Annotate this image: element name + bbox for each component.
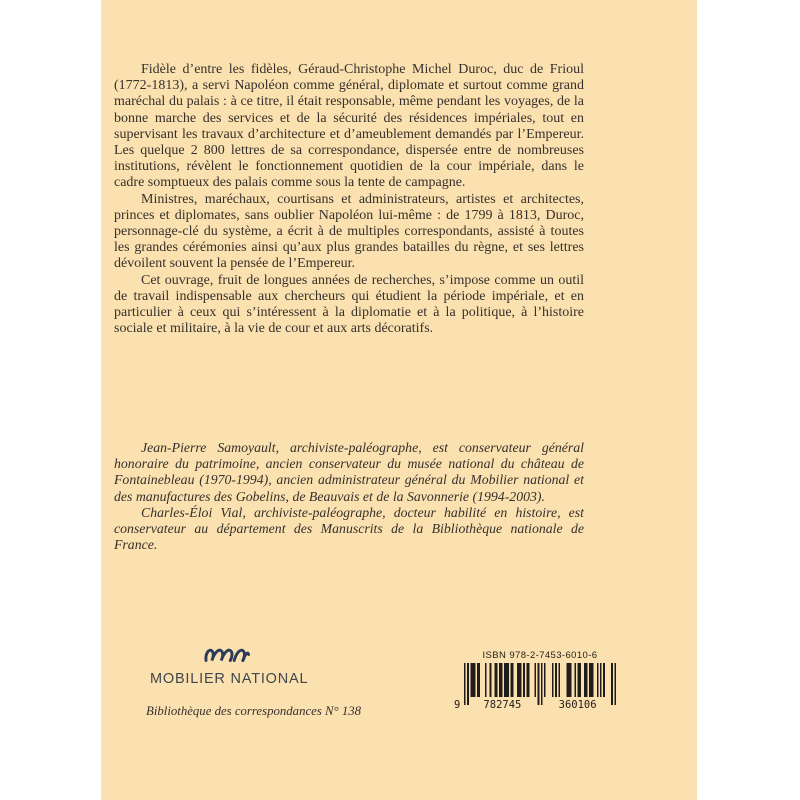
ean-barcode-svg <box>452 663 624 711</box>
blurb-paragraph: Fidèle d’entre les fidèles, Géraud-Christophe Michel Duroc, duc de Frioul (1772-1813), a servi Napoléon comme général, diplomate et surtout comme grand maréchal du palais : à ce titre, il était responsable, même pendant les voyages, de la bonne marche des services et de la sécurité des résidences impériales, tout en supervisant les travaux d’architecture et d’ameublement demandés par l’Empereur. Les quelque 2 800 lettres de sa correspondance, dispersée entre de nombreuses institutions, révèlent le fonctionnement quotidien de la cour impériale, dans le cadre somptueux des palais comme sous la tente de campagne. <box>114 62 584 191</box>
book-back-cover <box>101 0 697 800</box>
blurb-paragraph: Cet ouvrage, fruit de longues années de recherches, s’impose comme un outil de travail indispensable aux chercheurs qui étudient la période impériale, et en particulier à ceux qui s’intéressent à la diplomatie et à la politique, à l’histoire sociale et militaire, à la vie de cour et aux arts décoratifs. <box>114 272 584 337</box>
collection-series-line: Bibliothèque des correspondances N° 138 <box>146 704 362 718</box>
mn-script-monogram-icon <box>202 640 250 667</box>
publisher-logo-block <box>150 640 309 687</box>
ean-digits: 360106 <box>558 699 597 711</box>
isbn-barcode-block <box>452 650 624 711</box>
author-bio-paragraph: Charles-Éloi Vial, archiviste-paléographe, docteur habilité en histoire, est conservateur au département des Manuscrits de la Bibliothèque nationale de France. <box>114 504 584 553</box>
isbn-label: ISBN 978-2-7453-6010-6 <box>482 650 598 661</box>
publisher-name: MOBILIER NATIONAL <box>150 671 309 687</box>
author-bios-block <box>114 440 584 553</box>
ean-digits: 782745 <box>483 699 522 711</box>
author-bio-paragraph: Jean-Pierre Samoyault, archiviste-paléographe, est conservateur général honoraire du patrimoine, ancien conservateur du musée national du château de Fontainebleau (1970-1994), ancien administrateur général du Mobilier national et des manufactures des Gobelins, de Beauvais et de la Savonnerie (1994-2003). <box>114 440 584 504</box>
ean-digits: 9 <box>454 699 461 711</box>
blurb-paragraph: Ministres, maréchaux, courtisans et administrateurs, artistes et architectes, princes et diplomates, sans oublier Napoléon lui-même : de 1799 à 1813, Duroc, personnage-clé du système, a écrit à de multiples correspondants, assisté à toutes les grandes cérémonies ainsi qu’aux plus grandes batailles du règne, et ses lettres dévoilent souvent la pensée de l’Empereur. <box>114 191 584 272</box>
blurb-text-block <box>114 62 584 337</box>
